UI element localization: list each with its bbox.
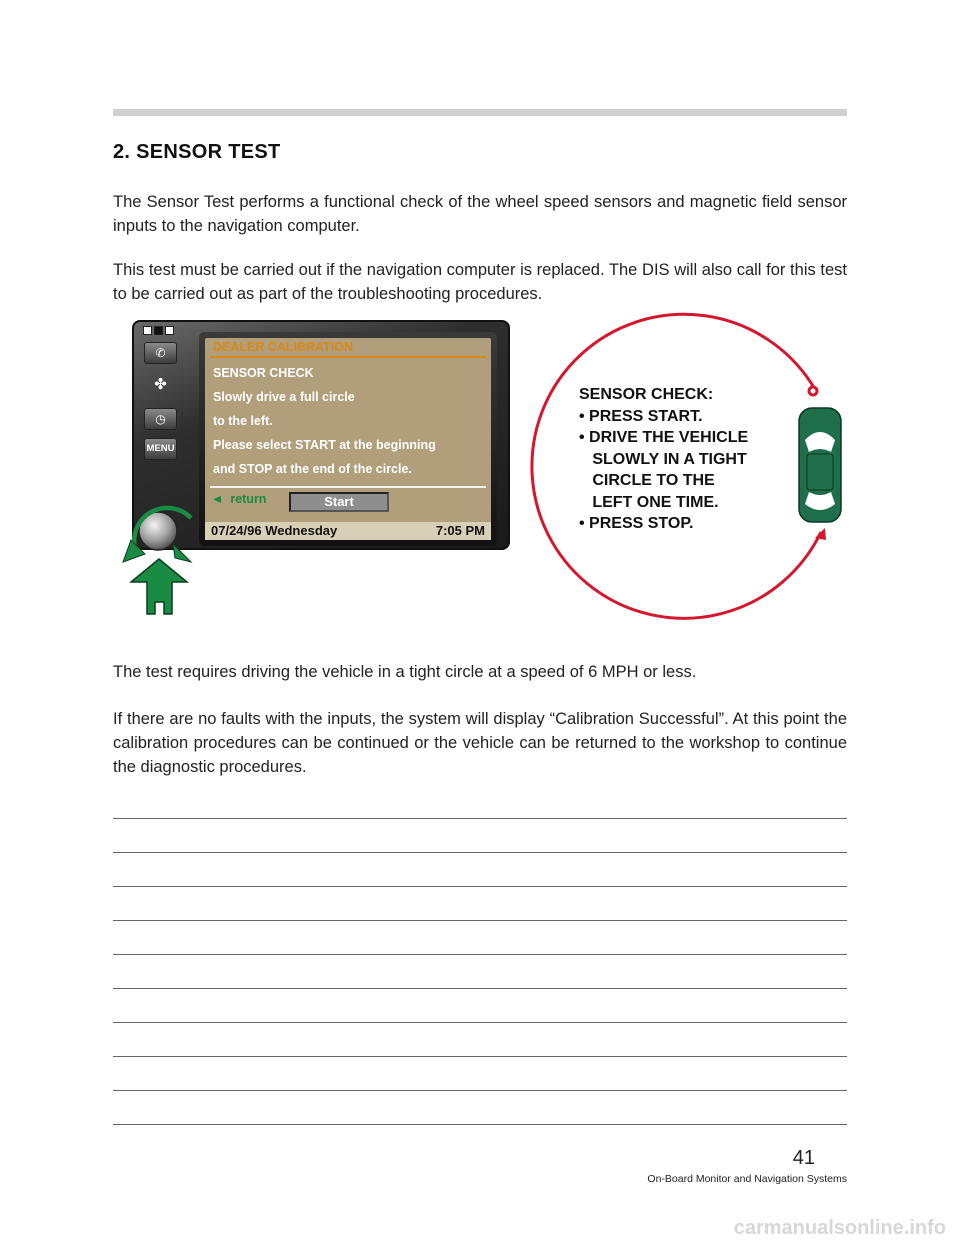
- body-paragraph-1: The test requires driving the vehicle in a tight circle at a speed of 6 MPH or less.: [113, 663, 697, 681]
- screen-line-4: Please select START at the beginning: [213, 438, 436, 452]
- note-line: [113, 920, 847, 921]
- screen-title: DEALER CALIBRATION: [213, 340, 354, 354]
- footer-title: On-Board Monitor and Navigation Systems: [647, 1173, 847, 1185]
- start-button[interactable]: Start: [289, 492, 389, 512]
- note-line: [113, 886, 847, 887]
- note-line: [113, 852, 847, 853]
- body-paragraph-2: If there are no faults with the inputs, the system will display “Calibration Successful”. At this point the calibration procedures can be continued or the vehicle can be returned to the workshop to continue the diagnostic procedures.: [113, 710, 847, 776]
- intro-paragraph-1: The Sensor Test performs a functional check of the wheel speed sensors and magnetic field sensor inputs to the navigation computer.: [113, 193, 847, 235]
- callout-instructions: [579, 384, 748, 535]
- callout-line: SENSOR CHECK:: [579, 386, 714, 403]
- time-text: 7:05 PM: [435, 523, 485, 538]
- callout-line: CIRCLE TO THE: [579, 472, 715, 489]
- callout-line: SLOWLY IN A TIGHT: [579, 450, 747, 468]
- note-line: [113, 818, 847, 819]
- callout-line: • DRIVE THE VEHICLE: [579, 429, 749, 446]
- callout-line: • PRESS STOP.: [579, 515, 694, 532]
- screen-line-1: SENSOR CHECK: [213, 366, 314, 380]
- note-line: [113, 1022, 847, 1023]
- screen-line-2: Slowly drive a full circle: [213, 390, 355, 404]
- vehicle-icon: [799, 408, 841, 522]
- note-line: [113, 1090, 847, 1091]
- note-line: [113, 1056, 847, 1057]
- callout-line: LEFT ONE TIME.: [579, 493, 719, 511]
- sensor-test-figure: [113, 312, 847, 630]
- clock-icon: ◷: [155, 412, 166, 426]
- date-text: 07/24/96 Wednesday: [211, 523, 338, 538]
- phone-icon: ✆: [155, 346, 166, 360]
- page-number: 41: [792, 1147, 815, 1169]
- note-line: [113, 954, 847, 955]
- section-heading: 2. SENSOR TEST: [113, 141, 281, 163]
- intro-paragraph-2: This test must be carried out if the navigation computer is replaced. The DIS will also call for this test to be carried out as part of the troubleshooting procedures.: [113, 261, 847, 303]
- return-label: return: [230, 492, 267, 506]
- callout-line: • PRESS START.: [579, 407, 703, 425]
- watermark: carmanualsonline.info: [733, 1217, 946, 1239]
- menu-button[interactable]: MENU: [144, 438, 177, 460]
- note-line: [113, 1124, 847, 1125]
- fan-icon: ✤: [154, 376, 167, 393]
- top-divider: [113, 109, 847, 116]
- screen-line-5: and STOP at the end of the circle.: [213, 462, 412, 476]
- push-arrow-icon: [131, 559, 187, 614]
- screen-line-3: to the left.: [213, 414, 273, 428]
- back-arrow-icon: ◄: [211, 492, 224, 506]
- note-line: [113, 988, 847, 989]
